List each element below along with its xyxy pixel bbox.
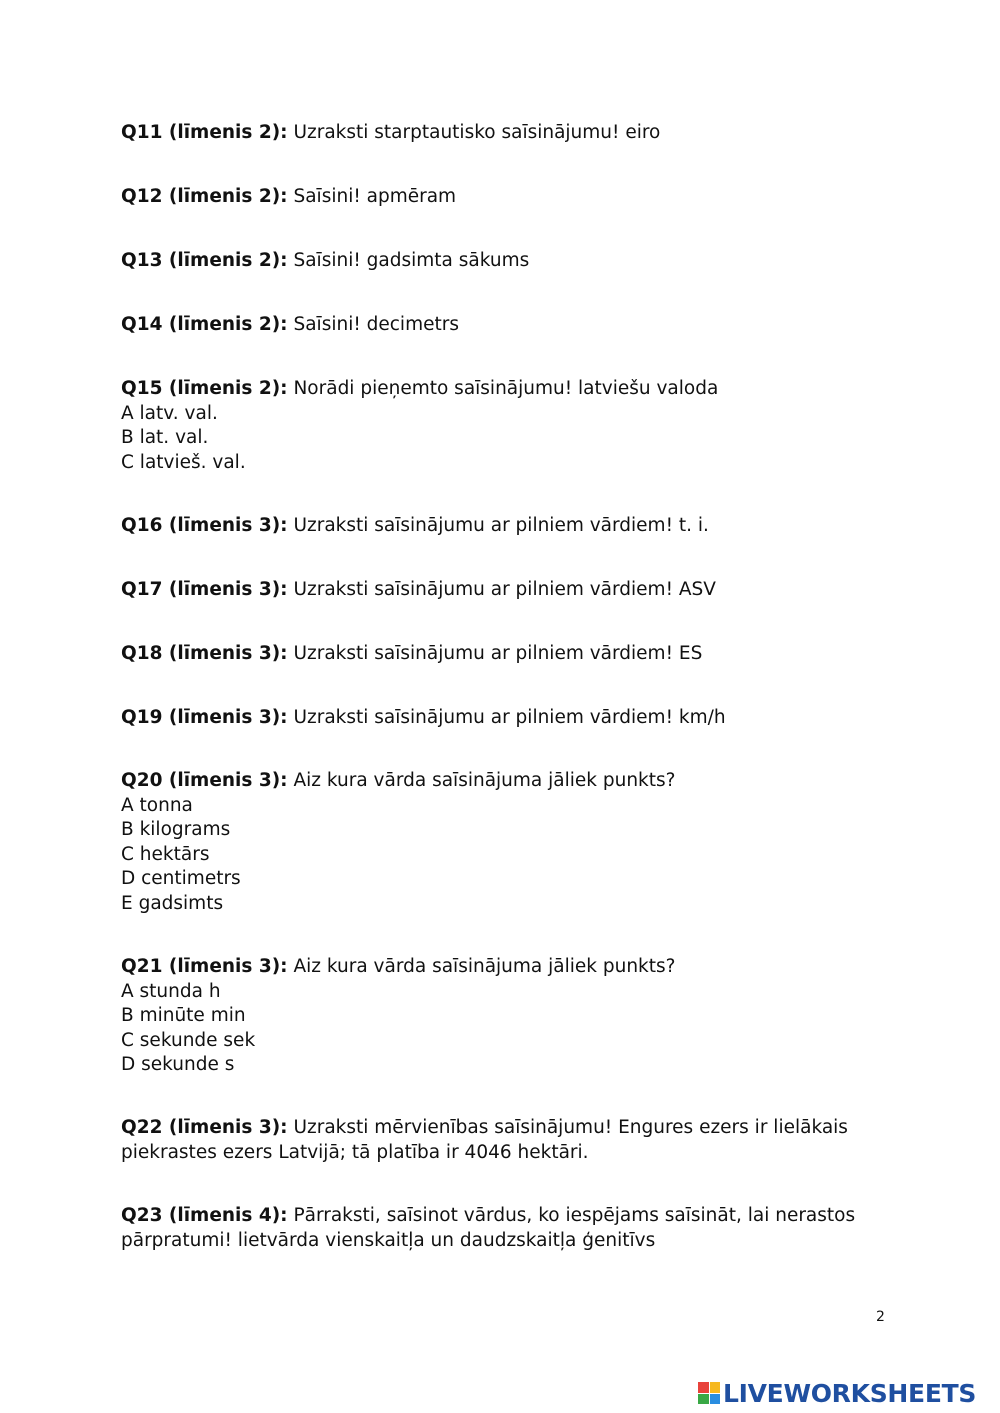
answer-option-d: D centimetrs [121,868,241,889]
question-text: Uzraksti saīsinājumu ar pilniem vārdiem! km/h [293,707,726,728]
question-label: Q21 (līmenis 3): [121,956,288,977]
answer-option-b: B kilograms [121,819,231,840]
question-21 [121,955,861,1078]
question-text: Aiz kura vārda saīsinājuma jāliek punkts? [293,956,676,977]
question-label: Q18 (līmenis 3): [121,643,288,664]
question-label: Q17 (līmenis 3): [121,579,288,600]
question-text: Aiz kura vārda saīsinājuma jāliek punkts? [293,770,676,791]
page-number: 2 [876,1309,885,1325]
question-11 [121,121,861,146]
question-text: Uzraksti starptautisko saīsinājumu! eiro [293,122,661,143]
question-label: Q13 (līmenis 2): [121,250,288,271]
question-19 [121,706,861,731]
brand-text: LIVEWORKSHEETS [723,1378,977,1408]
question-text: Saīsini! apmēram [293,186,457,207]
question-20 [121,769,861,916]
question-text: Saīsini! gadsimta sākums [293,250,530,271]
question-label: Q22 (līmenis 3): [121,1117,288,1138]
question-18 [121,642,861,667]
answer-option-e: E gadsimts [121,892,224,914]
question-12 [121,185,861,210]
question-label: Q20 (līmenis 3): [121,770,288,791]
question-label: Q11 (līmenis 2): [121,122,288,143]
question-15 [121,377,861,475]
question-text: Uzraksti saīsinājumu ar pilniem vārdiem! ES [293,643,703,664]
logo-mark-icon [698,1382,720,1404]
question-14 [121,313,861,338]
question-22 [121,1116,861,1165]
answer-option-d: D sekunde s [121,1054,235,1075]
answer-option-c: C sekunde sek [121,1029,256,1051]
answer-option-a: A tonna [121,794,193,816]
answer-option-b: B minūte min [121,1005,246,1026]
answer-option-b: B lat. val. [121,427,209,448]
question-17 [121,578,861,603]
question-text: Uzraksti saīsinājumu ar pilniem vārdiem! ASV [293,579,716,600]
question-label: Q14 (līmenis 2): [121,314,288,335]
logo-block [698,1394,709,1405]
answer-option-c: C latvieš. val. [121,451,246,473]
question-23 [121,1204,861,1253]
logo-block [698,1382,709,1393]
liveworksheets-logo [698,1378,976,1408]
question-label: Q15 (līmenis 2): [121,378,288,399]
answer-option-a: A latv. val. [121,402,218,424]
logo-block [710,1394,721,1405]
question-text: Uzraksti saīsinājumu ar pilniem vārdiem! t. i. [293,515,709,536]
question-13 [121,249,861,274]
question-text: Saīsini! decimetrs [293,314,459,335]
question-label: Q12 (līmenis 2): [121,186,288,207]
question-label: Q16 (līmenis 3): [121,515,288,536]
answer-option-c: C hektārs [121,843,210,865]
question-16 [121,514,861,539]
question-label: Q23 (līmenis 4): [121,1205,288,1226]
question-text: Uzraksti mērvienības saīsinājumu! Engures ezers ir lielākais piekrastes ezers Latvijā; tā platība ir 4046 hektāri. [121,1117,848,1163]
question-text: Norādi pieņemto saīsinājumu! latviešu valoda [293,378,719,399]
question-label: Q19 (līmenis 3): [121,707,288,728]
question-text: Pārraksti, saīsinot vārdus, ko iespējams saīsināt, lai nerastos pārpratumi! lietvārda vienskaitļa un daudzskaitļa ģenitīvs [121,1205,856,1251]
logo-block [710,1382,721,1393]
answer-option-a: A stunda h [121,980,221,1002]
